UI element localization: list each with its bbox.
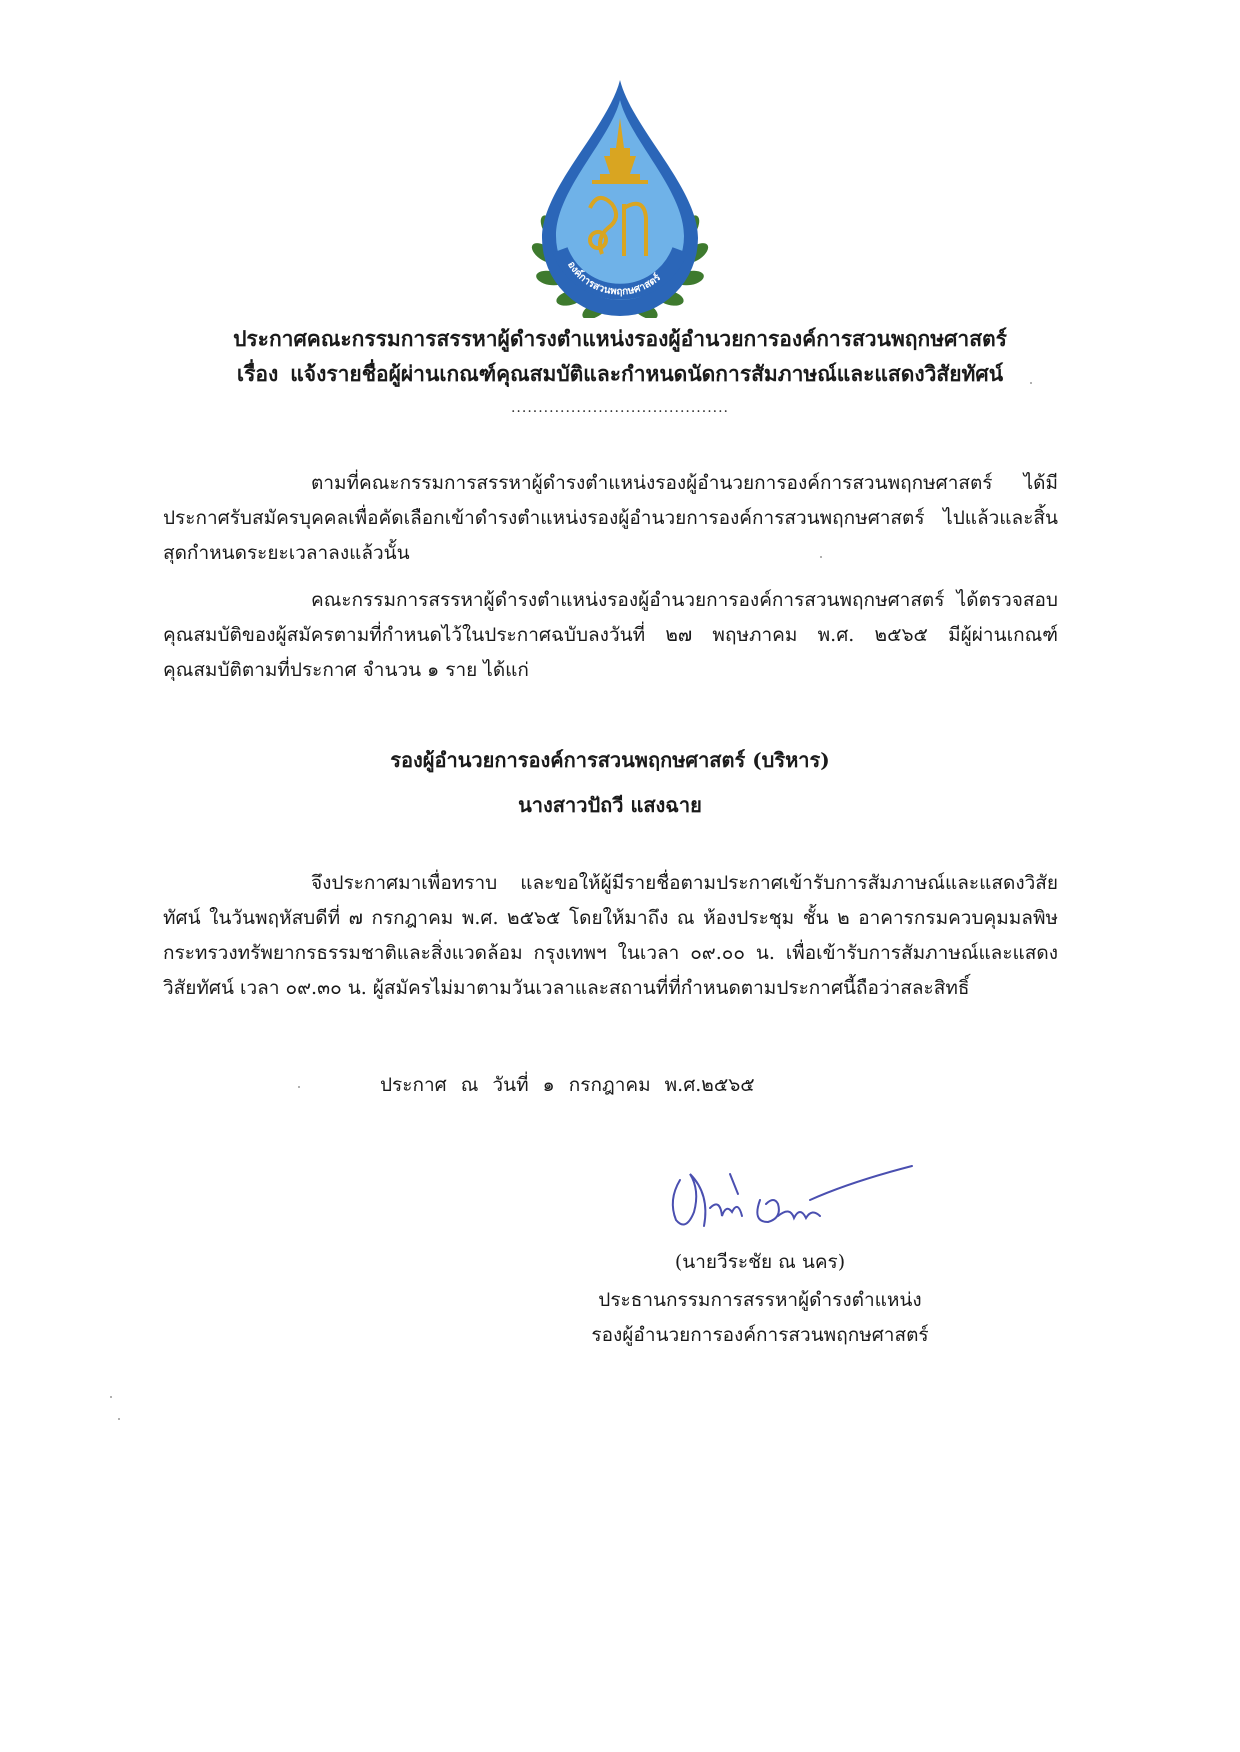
scan-speck — [1030, 382, 1032, 384]
paragraph-1-text: ตามที่คณะกรรมการสรรหาผู้ดำรงตำแหน่งรองผู้อำนวยการองค์การสวนพฤกษศาสตร์ ได้มีประกาศรับสมัครบุคคลเพื่อคัดเลือกเข้าดำรงตำแหน่งรองผู้อำนวยการองค์การสวนพฤกษศาสตร์ ไปแล้วและสิ้นสุดกำหนดระยะเวลาลงแล้วนั้น — [163, 472, 1058, 564]
subject-prefix: เรื่อง — [236, 361, 279, 386]
paragraph-2-text: คณะกรรมการสรรหาผู้ดำรงตำแหน่งรองผู้อำนวยการองค์การสวนพฤกษศาสตร์ ได้ตรวจสอบคุณสมบัติของผู้สมัครตามที่กำหนดไว้ในประกาศฉบับลงวันที่ ๒๗ พฤษภาคม พ.ศ. ๒๕๖๕ มีผู้ผ่านเกณฑ์คุณสมบัติตามที่ประกาศ จำนวน ๑ ราย ได้แก่ — [163, 589, 1058, 681]
title-separator: ........................................ — [510, 400, 729, 416]
scan-speck — [110, 1396, 112, 1398]
announcement-subject — [150, 357, 1090, 391]
signatory-name: (นายวีระชัย ณ นคร) — [674, 1251, 846, 1273]
candidate-position: รองผู้อำนวยการองค์การสวนพฤกษศาสตร์ (บริหาร) — [390, 748, 830, 772]
paragraph-1 — [163, 466, 1058, 571]
announcement-date: ประกาศ ณ วันที่ ๑ กรกฎาคม พ.ศ.๒๕๖๕ — [380, 1074, 755, 1096]
scan-speck — [820, 556, 822, 558]
subject-text: แจ้งรายชื่อผู้ผ่านเกณฑ์คุณสมบัติและกำหนดนัดการสัมภาษณ์และแสดงวิสัยทัศน์ — [290, 361, 1004, 386]
signatory-title-1: ประธานกรรมการสรรหาผู้ดำรงตำแหน่ง — [598, 1289, 922, 1311]
paragraph-2 — [163, 583, 1058, 688]
royal-forest-department-seal-icon — [520, 78, 720, 318]
signatory-title-2: รองผู้อำนวยการองค์การสวนพฤกษศาสตร์ — [591, 1324, 929, 1346]
paragraph-3-text: จึงประกาศมาเพื่อทราบ และขอให้ผู้มีรายชื่อตามประกาศเข้ารับการสัมภาษณ์และแสดงวิสัยทัศน์ ในวันพฤหัสบดีที่ ๗ กรกฎาคม พ.ศ. ๒๕๖๕ โดยให้มาถึง ณ ห้องประชุม ชั้น ๒ อาคารกรมควบคุมมลพิษ กระทรวงทรัพยากรธรรมชาติและสิ่งแวดล้อม กรุงเทพฯ ในเวลา ๐๙.๐๐ น. เพื่อเข้ารับการสัมภาษณ์และแสดงวิสัยทัศน์ เวลา ๐๙.๓๐ น. ผู้สมัครไม่มาตามวันเวลาและสถานที่ที่กำหนดตามประกาศนี้ถือว่าสละสิทธิ์ — [163, 872, 1058, 999]
announcement-title: ประกาศคณะกรรมการสรรหาผู้ดำรงตำแหน่งรองผู้อำนวยการองค์การสวนพฤกษศาสตร์ — [233, 326, 1007, 351]
paragraph-3 — [163, 866, 1058, 1006]
logo-text: องค์การสวนพฤกษศาสตร์ — [565, 259, 663, 298]
candidate-name: นางสาวปัถวี แสงฉาย — [518, 793, 702, 817]
signature-icon — [660, 1160, 920, 1240]
scan-speck — [118, 1418, 120, 1420]
scan-speck — [298, 1086, 300, 1088]
